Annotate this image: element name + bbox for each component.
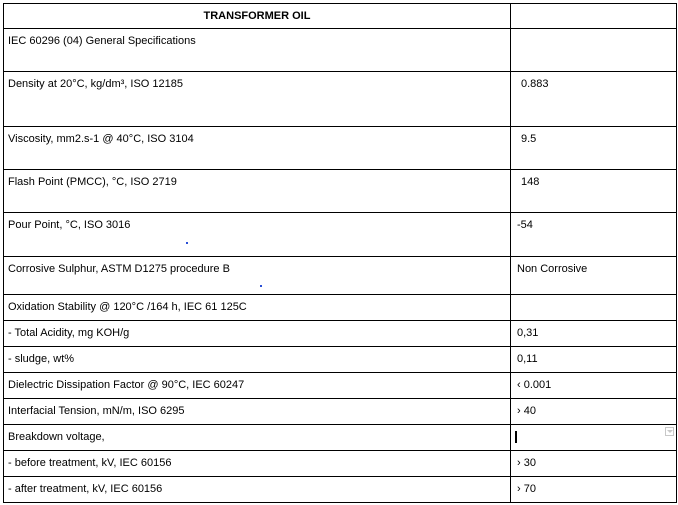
transformer-oil-table xyxy=(3,3,677,503)
table-row xyxy=(4,373,677,399)
table-row xyxy=(4,347,677,373)
table-row xyxy=(4,72,677,127)
property-text: Pour Point, °C, ISO 3016 xyxy=(8,219,131,231)
value-cell[interactable]: -54 xyxy=(511,213,677,257)
property-cell[interactable]: - sludge, wt% xyxy=(4,347,511,373)
property-cell[interactable] xyxy=(4,213,511,257)
value-cell[interactable]: Non Corrosive xyxy=(511,257,677,295)
value-cell[interactable]: ‹ 0.001 xyxy=(511,373,677,399)
property-cell[interactable]: Density at 20°C, kg/dm³, ISO 12185 xyxy=(4,72,511,127)
table-row xyxy=(4,29,677,72)
table-row xyxy=(4,127,677,170)
text-cursor xyxy=(515,431,517,443)
value-cell[interactable] xyxy=(511,29,677,72)
table-row xyxy=(4,257,677,295)
table-row xyxy=(4,321,677,347)
value-cell[interactable] xyxy=(511,295,677,321)
table-row xyxy=(4,451,677,477)
property-cell[interactable]: - Total Acidity, mg KOH/g xyxy=(4,321,511,347)
table-header-empty-cell[interactable] xyxy=(511,4,677,29)
table-header-row xyxy=(4,4,677,29)
table-row xyxy=(4,425,677,451)
value-cell[interactable]: 9.5 xyxy=(511,127,677,170)
spec-sheet xyxy=(3,3,676,503)
value-cell[interactable]: › 30 xyxy=(511,451,677,477)
table-row xyxy=(4,295,677,321)
property-cell[interactable]: - after treatment, kV, IEC 60156 xyxy=(4,477,511,503)
value-cell[interactable] xyxy=(511,425,677,451)
property-cell[interactable]: Flash Point (PMCC), °C, ISO 2719 xyxy=(4,170,511,213)
property-cell[interactable]: Breakdown voltage, xyxy=(4,425,511,451)
value-cell[interactable]: 0,31 xyxy=(511,321,677,347)
property-cell[interactable]: Viscosity, mm2.s-1 @ 40°C, ISO 3104 xyxy=(4,127,511,170)
property-cell[interactable]: Oxidation Stability @ 120°C /164 h, IEC 61 125C xyxy=(4,295,511,321)
value-cell[interactable]: 148 xyxy=(511,170,677,213)
property-cell[interactable]: IEC 60296 (04) General Specifications xyxy=(4,29,511,72)
value-cell[interactable]: › 70 xyxy=(511,477,677,503)
value-cell[interactable]: 0,11 xyxy=(511,347,677,373)
table-title: TRANSFORMER OIL xyxy=(4,4,511,29)
property-cell[interactable]: Dielectric Dissipation Factor @ 90°C, IEC 60247 xyxy=(4,373,511,399)
table-row xyxy=(4,477,677,503)
value-cell[interactable]: 0.883 xyxy=(511,72,677,127)
value-cell[interactable]: › 40 xyxy=(511,399,677,425)
property-cell[interactable]: Interfacial Tension, mN/m, ISO 6295 xyxy=(4,399,511,425)
table-row xyxy=(4,399,677,425)
table-row xyxy=(4,213,677,257)
stray-mark xyxy=(260,285,262,287)
table-row xyxy=(4,170,677,213)
property-cell[interactable] xyxy=(4,257,511,295)
stray-mark xyxy=(186,242,188,244)
dropdown-arrow-icon[interactable] xyxy=(665,427,674,436)
property-cell[interactable]: - before treatment, kV, IEC 60156 xyxy=(4,451,511,477)
property-text: Corrosive Sulphur, ASTM D1275 procedure B xyxy=(8,263,230,275)
